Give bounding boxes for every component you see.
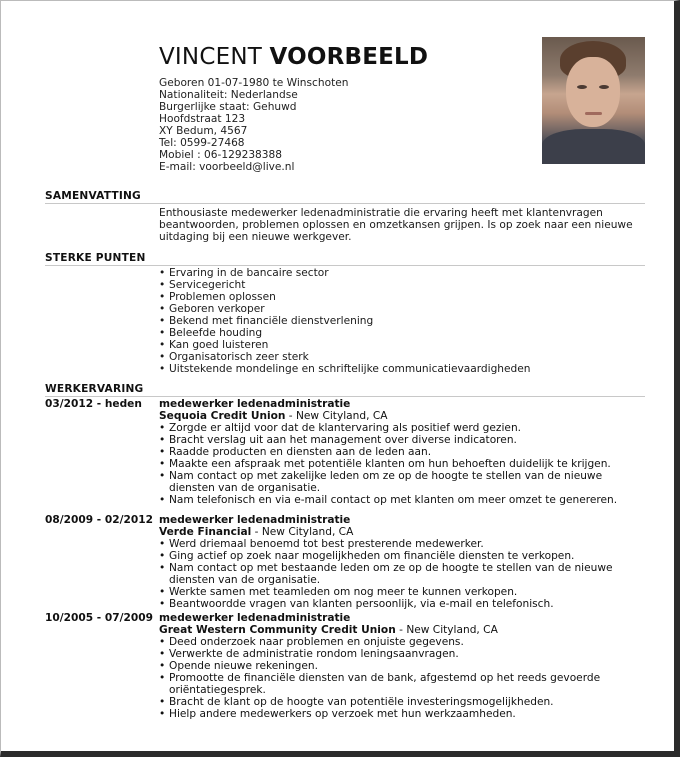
summary-body [159, 207, 645, 243]
phone: Tel: 0599-27468 [159, 137, 245, 149]
list-item: • Servicegericht [159, 279, 645, 291]
strengths-divider [45, 265, 645, 266]
company-name: Sequoia Credit Union [159, 410, 286, 422]
list-item: • Raadde producten en diensten aan de leden aan. [159, 446, 645, 458]
list-item: • Werd driemaal benoemd tot best presterende medewerker. [159, 538, 645, 550]
list-item: • Geboren verkoper [159, 303, 645, 315]
job-company [159, 410, 645, 422]
marital-status: Burgerlijke staat: Gehuwd [159, 101, 297, 113]
list-item: • Bekend met financiële dienstverlening [159, 315, 645, 327]
list-item: • Organisatorisch zeer sterk [159, 351, 645, 363]
company-location: - New Cityland, CA [251, 526, 354, 538]
job-bullets [159, 636, 645, 720]
list-item: • Zorgde er altijd voor dat de klantervaring als positief werd gezien. [159, 422, 645, 434]
nationality: Nationaliteit: Nederlandse [159, 89, 298, 101]
list-item: • Nam contact op met zakelijke leden om ze op de hoogte te stellen van de nieuwe diensten van de organisatie. [159, 470, 645, 494]
list-item: • Bracht de klant op de hoogte van potentiële investeringsmogelijkheden. [159, 696, 645, 708]
job-details [159, 398, 645, 506]
job-title: medewerker ledenadministratie [159, 514, 351, 526]
birth-info: Geboren 01-07-1980 te Winschoten [159, 77, 349, 89]
job-title: medewerker ledenadministratie [159, 612, 351, 624]
list-item: • Ervaring in de bancaire sector [159, 267, 645, 279]
job-title: medewerker ledenadministratie [159, 398, 351, 410]
list-item: • Verwerkte de administratie rondom leningsaanvragen. [159, 648, 645, 660]
list-item: • Kan goed luisteren [159, 339, 645, 351]
list-item: • Hielp andere medewerkers op verzoek met hun werkzaamheden. [159, 708, 645, 720]
company-location: - New Cityland, CA [395, 624, 498, 636]
job-company [159, 624, 645, 636]
list-item: • Problemen oplossen [159, 291, 645, 303]
first-name: VINCENT [159, 44, 262, 70]
experience-divider [45, 396, 645, 397]
list-item: • Beantwoordde vragen van klanten persoonlijk, via e-mail en telefonisch. [159, 598, 645, 610]
company-name: Verde Financial [159, 526, 252, 538]
job-company [159, 526, 645, 538]
list-item: • Ging actief op zoek naar mogelijkheden om financiële diensten te verkopen. [159, 550, 645, 562]
strengths-body [159, 267, 645, 375]
job-dates: 10/2005 - 07/2009 [45, 612, 153, 624]
list-item: • Beleefde houding [159, 327, 645, 339]
list-item: • Werkte samen met teamleden om nog meer te kunnen verkopen. [159, 586, 645, 598]
company-location: - New Cityland, CA [285, 410, 388, 422]
job-dates: 03/2012 - heden [45, 398, 142, 410]
strengths-list [159, 267, 645, 375]
last-name: VOORBEELD [269, 44, 429, 70]
summary-divider [45, 203, 645, 204]
list-item: • Deed onderzoek naar problemen en onjuiste gegevens. [159, 636, 645, 648]
summary-heading: SAMENVATTING [45, 190, 141, 202]
list-item: • Uitstekende mondelinge en schriftelijke communicatievaardigheden [159, 363, 645, 375]
candidate-name [159, 43, 529, 71]
postal-city: XY Bedum, 4567 [159, 125, 248, 137]
list-item: • Nam telefonisch en via e-mail contact op met klanten om meer omzet te genereren. [159, 494, 645, 506]
job-details [159, 514, 645, 610]
list-item: • Maakte een afspraak met potentiële klanten om hun behoeften duidelijk te krijgen. [159, 458, 645, 470]
job-bullets [159, 422, 645, 506]
email: E-mail: voorbeeld@live.nl [159, 161, 295, 173]
list-item: • Bracht verslag uit aan het management over diverse indicatoren. [159, 434, 645, 446]
company-name: Great Western Community Credit Union [159, 624, 396, 636]
street-address: Hoofdstraat 123 [159, 113, 246, 125]
list-item: • Opende nieuwe rekeningen. [159, 660, 645, 672]
strengths-heading: STERKE PUNTEN [45, 252, 146, 264]
job-details [159, 612, 645, 720]
job-bullets [159, 538, 645, 610]
resume-header [159, 43, 529, 173]
list-item: • Promootte de financiële diensten van de bank, afgestemd op het reeds gevoerde oriëntatiegesprek. [159, 672, 645, 696]
summary-text: Enthousiaste medewerker ledenadministratie die ervaring heeft met klantenvragen beantwoorden, problemen oplossen en omzetkansen grijpen. Is op zoek naar een nieuwe uitdaging bij een nieuwe werkgever. [159, 207, 633, 243]
mobile: Mobiel : 06-129238388 [159, 149, 283, 161]
list-item: • Nam contact op met bestaande leden om ze op de hoogte te stellen van de nieuwe diensten van de organisatie. [159, 562, 645, 586]
profile-photo [542, 37, 645, 164]
contact-details [159, 77, 529, 173]
job-dates: 08/2009 - 02/2012 [45, 514, 153, 526]
experience-heading: WERKERVARING [45, 383, 144, 395]
